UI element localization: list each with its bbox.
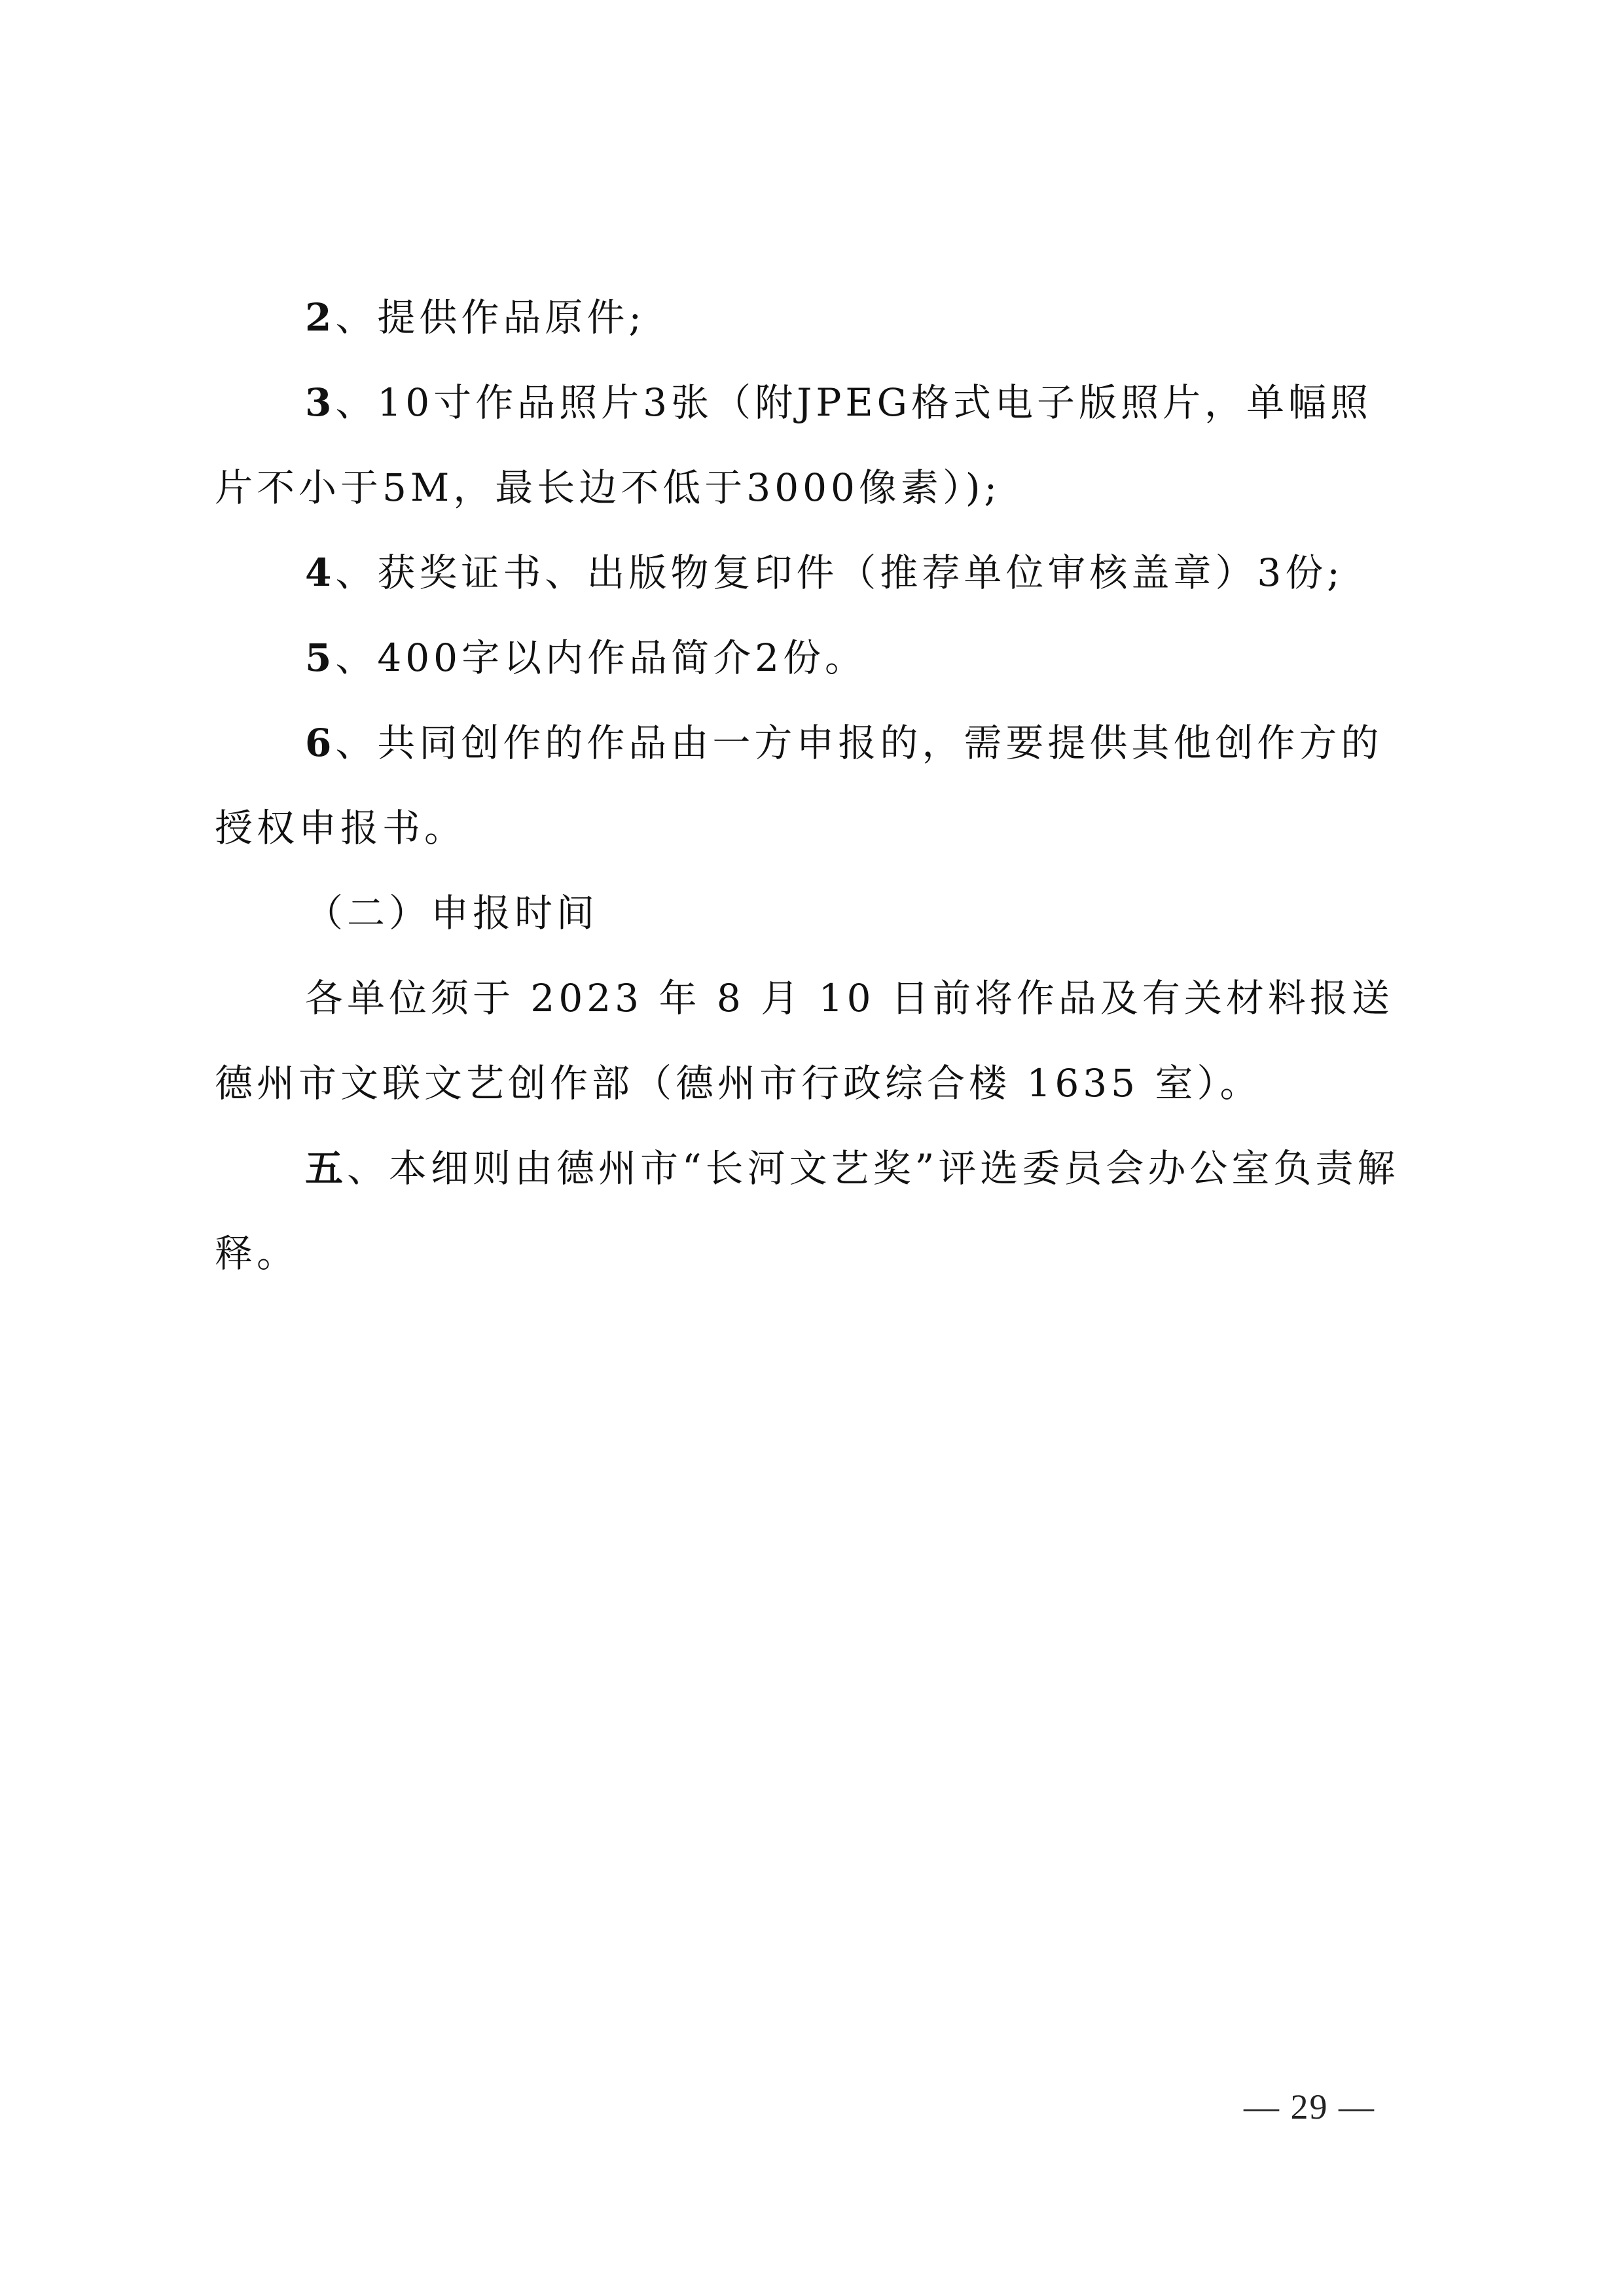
list-item-text: 、10寸作品照片3张（附JPEG格式电子版照片，单幅照片不小于5M，最长边不低于3000像素）);: [215, 380, 1373, 510]
page-number: — 29 —: [1244, 2087, 1375, 2126]
list-item-text: 、400字以内作品简介2份。: [335, 636, 867, 680]
list-item-5: [215, 615, 1413, 700]
list-item-6: [215, 700, 1413, 870]
list-item-text: 、共同创作的作品由一方申报的，需要提供其他创作方的授权申报书。: [215, 721, 1383, 850]
list-item-number: 5: [305, 636, 336, 680]
list-item-number: 6: [305, 721, 336, 765]
list-item-text: 、获奖证书、出版物复印件（推荐单位审核盖章）3份;: [335, 550, 1344, 595]
deadline-paragraph: 各单位须于 2023 年 8 月 10 日前将作品及有关材料报送德州市文联文艺创作部（德州市行政综合楼 1635 室）。: [215, 976, 1394, 1105]
list-item-2: [215, 275, 1413, 360]
list-item-number: 3: [305, 380, 336, 425]
document-body: [215, 275, 1413, 1296]
list-item-text: 、提供作品原件;: [335, 295, 645, 340]
list-item-4: [215, 530, 1413, 615]
list-item-number: 4: [305, 550, 336, 595]
chapter-paragraph: [215, 1126, 1413, 1296]
section-heading: （二）申报时间: [305, 891, 599, 935]
chapter-number: 五: [305, 1146, 348, 1191]
list-item-number: 2: [305, 295, 336, 340]
list-item-3: [215, 360, 1413, 530]
chapter-text: 、本细则由德州市“长河文艺奖”评选委员会办公室负责解释。: [215, 1146, 1399, 1276]
